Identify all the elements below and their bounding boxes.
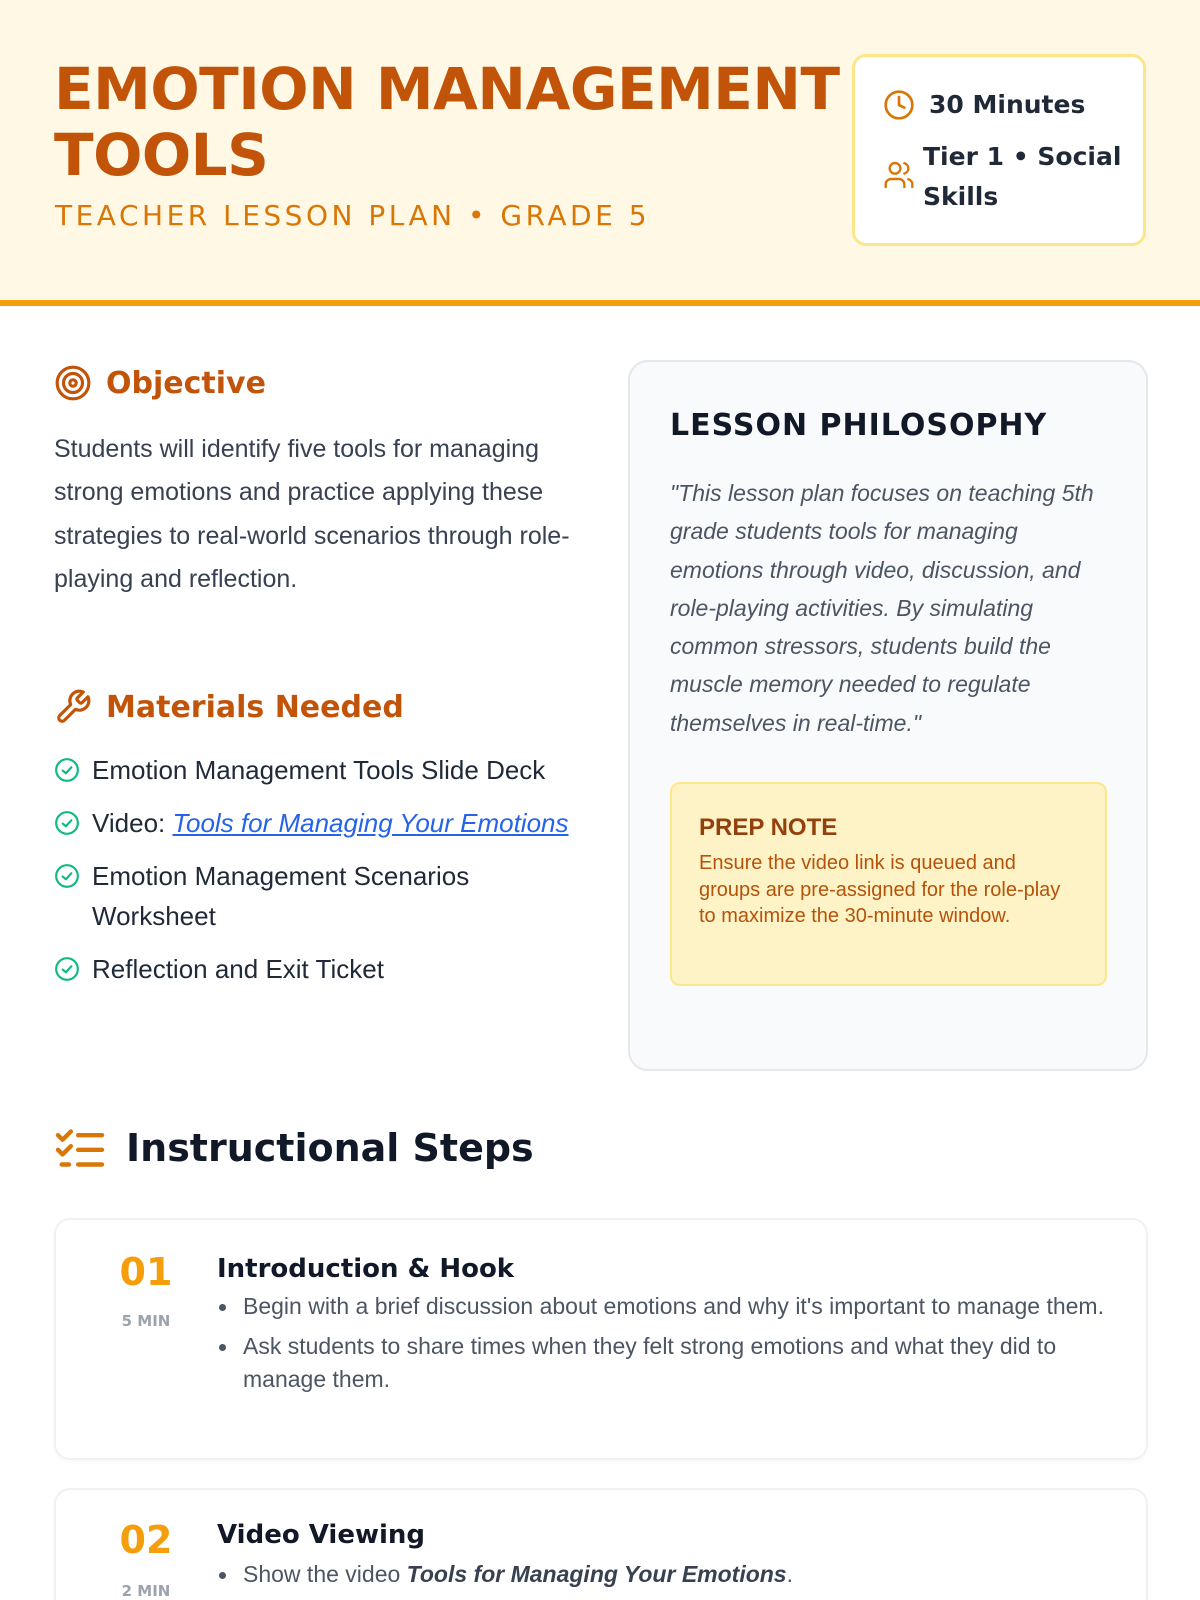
step-number: 02 bbox=[119, 1518, 173, 1562]
lesson-philosophy-card bbox=[628, 360, 1148, 1071]
duration-text: 30 Minutes bbox=[929, 90, 1086, 119]
philosophy-heading: LESSON PHILOSOPHY bbox=[670, 408, 1048, 443]
video-title: Tools for Managing Your Emotions bbox=[406, 1561, 787, 1587]
prep-note-text: Ensure the video link is queued and groups are pre-assigned for the role-play to maximize the 30-minute window. bbox=[699, 852, 1061, 927]
bullet-suffix: . bbox=[786, 1561, 793, 1587]
materials-heading-label: Materials Needed bbox=[106, 689, 404, 725]
material-text: Emotion Management Scenarios Worksheet bbox=[92, 861, 470, 931]
duration-row bbox=[883, 85, 1085, 125]
step-bullets bbox=[217, 1290, 1117, 1403]
objective-text: Students will identify five tools for managing strong emotions and practice applying these strategies to real-world scenarios through role-playing and reflection. bbox=[54, 435, 570, 593]
lesson-meta-card bbox=[852, 54, 1146, 246]
clock-icon bbox=[883, 89, 915, 121]
materials-list bbox=[54, 750, 574, 1002]
materials-heading bbox=[54, 688, 404, 726]
step-card bbox=[54, 1218, 1148, 1460]
steps-heading-label: Instructional Steps bbox=[126, 1126, 534, 1170]
users-icon bbox=[883, 159, 915, 191]
list-item bbox=[54, 750, 574, 790]
step-duration: 5 MIN bbox=[121, 1312, 171, 1330]
check-circle-icon bbox=[54, 757, 80, 783]
step-bullet: Ask students to share times when they felt strong emotions and what they did to manage them. bbox=[217, 1330, 1117, 1396]
step-title: Introduction & Hook bbox=[217, 1254, 515, 1284]
step-card bbox=[54, 1488, 1148, 1600]
check-circle-icon bbox=[54, 810, 80, 836]
checklist-icon bbox=[54, 1126, 106, 1170]
material-text: Emotion Management Tools Slide Deck bbox=[92, 755, 546, 785]
page-subtitle: TEACHER LESSON PLAN • GRADE 5 bbox=[55, 199, 651, 232]
step-duration: 2 MIN bbox=[121, 1582, 171, 1600]
philosophy-quote: "This lesson plan focuses on teaching 5th grade students tools for managing emotions through video, discussion, and role-playing activities. By simulating common stressors, students build the muscle memory needed to regulate themselves in real-time." bbox=[670, 480, 1094, 736]
wrench-icon bbox=[54, 688, 92, 726]
prep-note-title: PREP NOTE bbox=[699, 814, 838, 841]
list-item bbox=[54, 803, 574, 843]
list-item bbox=[54, 949, 574, 989]
check-circle-icon bbox=[54, 956, 80, 982]
step-title: Video Viewing bbox=[217, 1520, 425, 1550]
bullet-prefix: Show the video bbox=[243, 1561, 407, 1587]
lesson-header bbox=[0, 0, 1200, 306]
video-link[interactable]: Tools for Managing Your Emotions bbox=[172, 808, 569, 838]
list-item bbox=[54, 856, 574, 936]
check-circle-icon bbox=[54, 863, 80, 889]
page-title: EMOTION MANAGEMENT TOOLS bbox=[54, 55, 840, 189]
material-prefix: Video: bbox=[92, 808, 173, 838]
step-bullets bbox=[217, 1558, 1117, 1598]
objective-heading bbox=[54, 364, 266, 402]
step-number: 01 bbox=[119, 1250, 173, 1294]
material-text: Reflection and Exit Ticket bbox=[92, 954, 384, 984]
tier-row bbox=[883, 137, 1123, 217]
target-icon bbox=[54, 364, 92, 402]
step-bullet: Begin with a brief discussion about emotions and why it's important to manage them. bbox=[217, 1290, 1117, 1323]
objective-heading-label: Objective bbox=[106, 365, 266, 401]
tier-text: Tier 1 • Social Skills bbox=[923, 142, 1122, 211]
steps-heading bbox=[54, 1126, 534, 1170]
prep-note bbox=[670, 782, 1107, 986]
material-text bbox=[92, 803, 569, 843]
step-bullet bbox=[217, 1558, 1117, 1591]
